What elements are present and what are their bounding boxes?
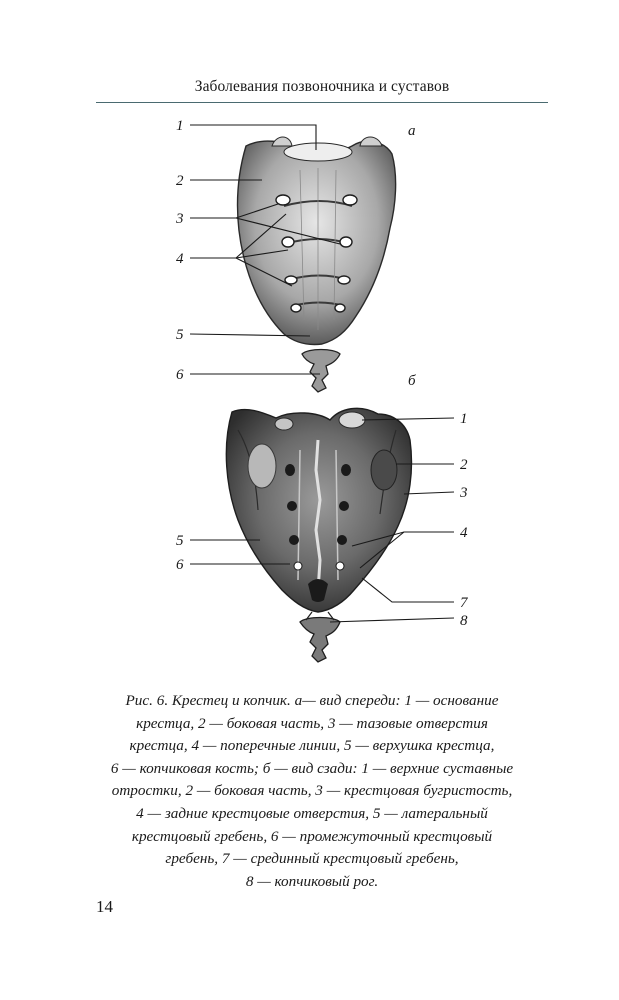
caption-line: крестца, 2 — боковая часть, 3 — тазовые отверстия bbox=[136, 714, 488, 732]
panel-b-label-4: 4 bbox=[460, 525, 468, 541]
sacrum-posterior-view bbox=[226, 408, 411, 612]
coccyx-posterior bbox=[300, 612, 340, 662]
coccyx-anterior bbox=[302, 350, 340, 393]
caption-line: 4 — задние крестцовые отверстия, 5 — латеральный bbox=[136, 804, 488, 822]
panel-a-letter: а bbox=[408, 123, 416, 139]
panel-a-label-1: 1 bbox=[176, 118, 184, 134]
panel-b-label-3: 3 bbox=[460, 485, 468, 501]
caption-line: 8 — копчиковый рог. bbox=[245, 872, 379, 890]
caption-line: отростки, 2 — боковая часть, 3 — крестцовая бугристость, bbox=[111, 782, 513, 800]
panel-b-label-5: 5 bbox=[176, 533, 184, 549]
panel-b-label-8: 8 bbox=[460, 613, 468, 629]
caption-line: Рис. 6. Крестец и копчик. а— вид спереди: 1 — основание bbox=[125, 692, 499, 709]
panel-a-label-5: 5 bbox=[176, 327, 184, 343]
panel-a-label-6: 6 bbox=[176, 367, 184, 383]
panel-b-label-6: 6 bbox=[176, 557, 184, 573]
page-number: 14 bbox=[96, 897, 113, 916]
panel-b-label-7: 7 bbox=[460, 595, 468, 611]
caption-line: гребень, 7 — срединный крестцовый гребень, bbox=[165, 850, 459, 868]
caption-line: крестца, 4 — поперечные линии, 5 — верхушка крестца, bbox=[129, 737, 495, 755]
panel-a-label-4: 4 bbox=[176, 251, 184, 267]
caption-line: крестцовый гребень, 6 — промежуточный крестцовый bbox=[131, 827, 493, 845]
running-title: Заболевания позвоночника и суставов bbox=[194, 78, 450, 95]
panel-b-label-2: 2 bbox=[460, 457, 468, 473]
sacrum-anterior-view bbox=[238, 137, 396, 345]
figure-caption bbox=[86, 690, 538, 893]
panel-b-label-1: 1 bbox=[460, 411, 468, 427]
panel-a-label-2: 2 bbox=[176, 173, 184, 189]
panel-b-letter: б bbox=[408, 373, 416, 389]
panel-a-label-3: 3 bbox=[176, 211, 184, 227]
caption-line: 6 — копчиковая кость; б — вид сзади: 1 — верхние суставные bbox=[110, 759, 514, 777]
